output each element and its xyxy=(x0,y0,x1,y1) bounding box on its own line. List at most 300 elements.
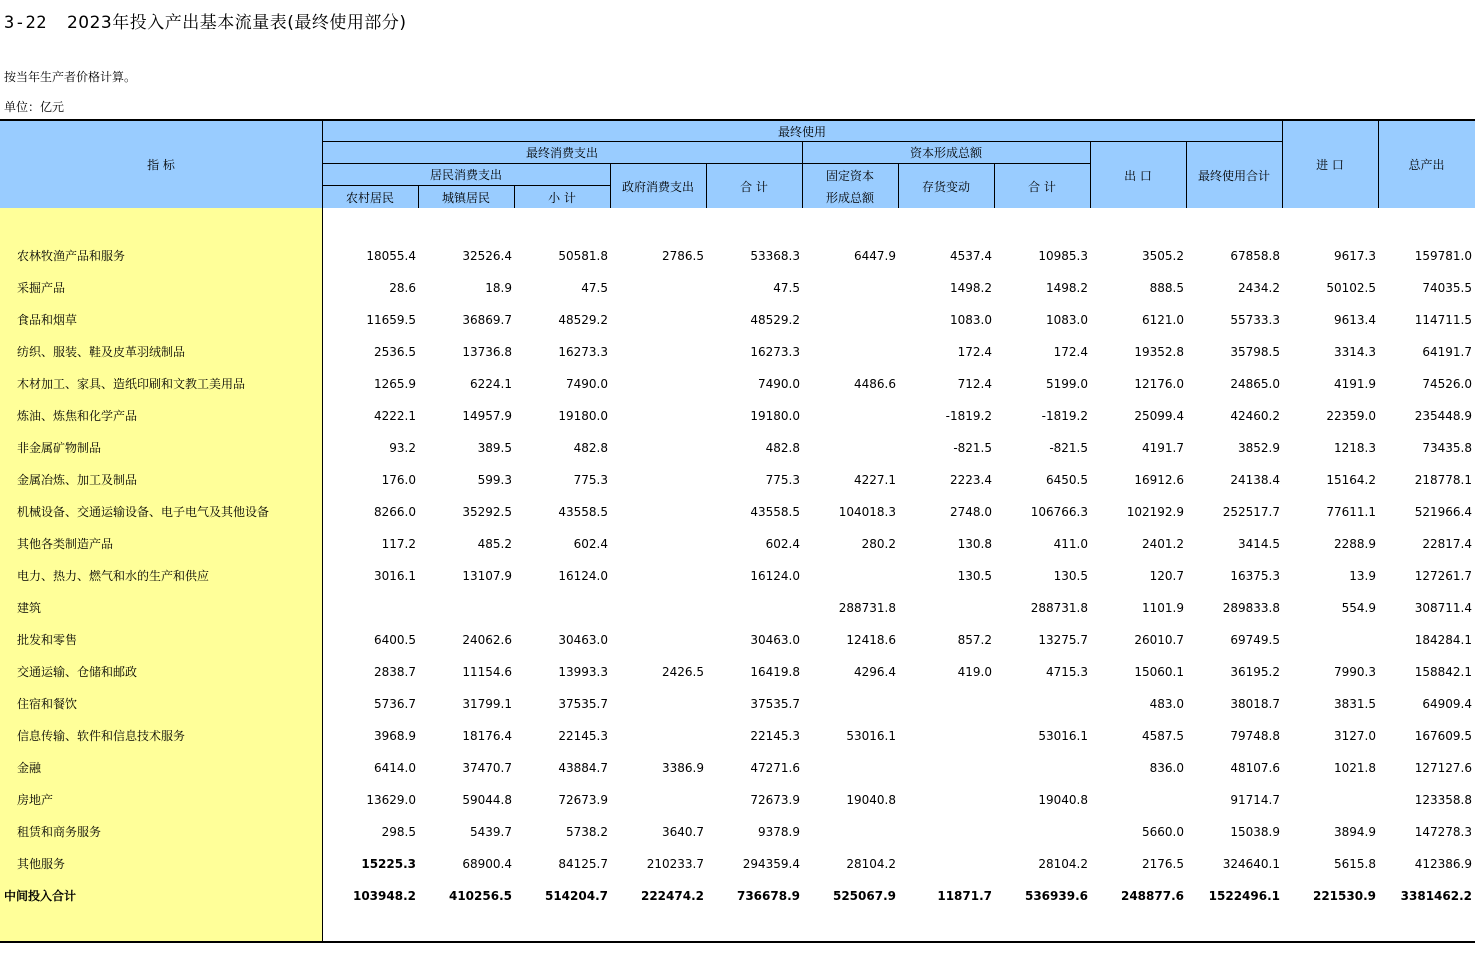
cell-consumption-total: 602.4 xyxy=(765,537,800,551)
table-row xyxy=(0,624,1475,656)
cell-total-output: 235448.9 xyxy=(1414,409,1472,423)
cell-rural: 6400.5 xyxy=(374,633,416,647)
cell-imports: 2288.9 xyxy=(1334,537,1376,551)
cell-imports: 3314.3 xyxy=(1334,345,1376,359)
cell-consumption-total: 482.8 xyxy=(765,441,800,455)
cell-urban: 14957.9 xyxy=(462,409,512,423)
cell-urban: 11154.6 xyxy=(462,665,512,679)
cell-exports: 15060.1 xyxy=(1134,665,1184,679)
cell-capital-total: 172.4 xyxy=(1053,345,1088,359)
cell-total-output: 127261.7 xyxy=(1414,569,1472,583)
cell-total-output: 412386.9 xyxy=(1414,857,1472,871)
cell-final-use-total: 1522496.1 xyxy=(1208,889,1280,903)
header-final-use-total: 最终使用合计 xyxy=(1197,168,1270,183)
cell-inventory: 130.8 xyxy=(957,537,992,551)
cell-government: 3386.9 xyxy=(662,761,704,775)
cell-imports xyxy=(1280,784,1376,816)
cell-fixed-capital: 19040.8 xyxy=(846,793,896,807)
row-label: 电力、热力、燃气和水的生产和供应 xyxy=(17,569,210,583)
cell-final-use-total: 2434.2 xyxy=(1238,281,1280,295)
cell-inventory: 4537.4 xyxy=(950,249,992,263)
cell-capital-total xyxy=(992,752,1088,784)
cell-government xyxy=(608,368,704,400)
cell-exports: 2176.5 xyxy=(1142,857,1184,871)
cell-exports xyxy=(1088,784,1184,816)
cell-fixed-capital: 4486.6 xyxy=(854,377,896,391)
cell-final-use-total: 67858.8 xyxy=(1230,249,1280,263)
cell-final-use-total: 24865.0 xyxy=(1230,377,1280,391)
table-row xyxy=(0,336,1475,368)
unit-note: 单位：亿元 xyxy=(4,100,65,114)
cell-fixed-capital xyxy=(800,336,896,368)
cell-final-use-total: 36195.2 xyxy=(1230,665,1280,679)
table-row xyxy=(0,432,1475,464)
row-label: 交通运输、仓储和邮政 xyxy=(17,665,138,679)
cell-fixed-capital: 12418.6 xyxy=(846,633,896,647)
table-row xyxy=(0,400,1475,432)
cell-fixed-capital: 4227.1 xyxy=(854,473,896,487)
cell-urban: 24062.6 xyxy=(462,633,512,647)
cell-capital-total: -1819.2 xyxy=(1041,409,1088,423)
cell-exports: 483.0 xyxy=(1149,697,1184,711)
cell-consumption-total: 16124.0 xyxy=(750,569,800,583)
cell-rural: 4222.1 xyxy=(374,409,416,423)
cell-total-output: 159781.0 xyxy=(1414,249,1472,263)
cell-inventory xyxy=(896,752,992,784)
cell-consumption-total: 19180.0 xyxy=(750,409,800,423)
cell-urban: 599.3 xyxy=(477,473,512,487)
cell-total-output: 308711.4 xyxy=(1414,601,1472,615)
cell-subtotal: 19180.0 xyxy=(558,409,608,423)
cell-urban: 59044.8 xyxy=(462,793,512,807)
table-row xyxy=(0,720,1475,752)
cell-fixed-capital xyxy=(800,560,896,592)
cell-urban: 31799.1 xyxy=(462,697,512,711)
table-row xyxy=(0,752,1475,784)
cell-rural: 5736.7 xyxy=(374,697,416,711)
cell-fixed-capital xyxy=(800,752,896,784)
cell-imports: 9617.3 xyxy=(1334,249,1376,263)
cell-total-output: 3381462.2 xyxy=(1400,889,1472,903)
cell-government xyxy=(608,464,704,496)
header-urban: 城镇居民 xyxy=(441,190,490,205)
row-label: 非金属矿物制品 xyxy=(17,441,102,455)
header-consumption-total: 合 计 xyxy=(740,179,768,194)
cell-final-use-total: 42460.2 xyxy=(1230,409,1280,423)
cell-subtotal xyxy=(512,592,608,624)
cell-capital-total: 411.0 xyxy=(1053,537,1088,551)
cell-final-use-total: 55733.3 xyxy=(1230,313,1280,327)
cell-rural: 28.6 xyxy=(389,281,416,295)
cell-rural: 18055.4 xyxy=(366,249,416,263)
cell-capital-total: 28104.2 xyxy=(1038,857,1088,871)
cell-inventory: -821.5 xyxy=(953,441,992,455)
cell-total-output: 167609.5 xyxy=(1414,729,1472,743)
cell-exports: 248877.6 xyxy=(1120,889,1184,903)
cell-rural: 8266.0 xyxy=(374,505,416,519)
cell-rural: 2838.7 xyxy=(374,665,416,679)
cell-consumption-total: 16273.3 xyxy=(750,345,800,359)
cell-imports: 9613.4 xyxy=(1334,313,1376,327)
cell-urban: 6224.1 xyxy=(470,377,512,391)
row-label: 农林牧渔产品和服务 xyxy=(17,249,126,263)
cell-consumption-total: 9378.9 xyxy=(758,825,800,839)
cell-government xyxy=(608,784,704,816)
cell-urban: 5439.7 xyxy=(470,825,512,839)
cell-inventory xyxy=(896,688,992,720)
cell-consumption-total: 775.3 xyxy=(765,473,800,487)
cell-rural: 2536.5 xyxy=(374,345,416,359)
cell-imports: 13.9 xyxy=(1349,569,1376,583)
cell-fixed-capital: 4296.4 xyxy=(854,665,896,679)
table-row xyxy=(0,784,1475,816)
cell-government: 2426.5 xyxy=(662,665,704,679)
cell-inventory: 712.4 xyxy=(957,377,992,391)
cell-consumption-total: 16419.8 xyxy=(750,665,800,679)
cell-capital-total xyxy=(992,816,1088,848)
cell-imports: 5615.8 xyxy=(1334,857,1376,871)
header-capital-total: 合 计 xyxy=(1028,179,1056,194)
cell-urban: 13107.9 xyxy=(462,569,512,583)
cell-final-use-total: 38018.7 xyxy=(1230,697,1280,711)
cell-urban: 37470.7 xyxy=(462,761,512,775)
cell-capital-total: 10985.3 xyxy=(1038,249,1088,263)
cell-imports: 1218.3 xyxy=(1334,441,1376,455)
cell-consumption-total: 37535.7 xyxy=(750,697,800,711)
cell-inventory: 11871.7 xyxy=(937,889,992,903)
cell-capital-total: 6450.5 xyxy=(1046,473,1088,487)
cell-capital-total: 130.5 xyxy=(1053,569,1088,583)
table-row xyxy=(0,304,1475,336)
cell-rural: 103948.2 xyxy=(352,889,416,903)
header-fixed-capital-line1: 固定资本 xyxy=(825,168,874,183)
cell-exports: 4191.7 xyxy=(1142,441,1184,455)
cell-consumption-total: 72673.9 xyxy=(750,793,800,807)
cell-total-output: 114711.5 xyxy=(1414,313,1472,327)
cell-total-output: 218778.1 xyxy=(1414,473,1472,487)
cell-government: 222474.2 xyxy=(640,889,704,903)
cell-inventory: 857.2 xyxy=(957,633,992,647)
cell-subtotal: 16124.0 xyxy=(558,569,608,583)
cell-inventory: 130.5 xyxy=(957,569,992,583)
cell-fixed-capital: 28104.2 xyxy=(846,857,896,871)
cell-consumption-total: 22145.3 xyxy=(750,729,800,743)
cell-exports: 888.5 xyxy=(1149,281,1184,295)
cell-government xyxy=(608,496,704,528)
cell-imports: 50102.5 xyxy=(1326,281,1376,295)
row-label: 食品和烟草 xyxy=(17,313,78,327)
cell-government xyxy=(608,688,704,720)
cell-urban: 32526.4 xyxy=(462,249,512,263)
cell-consumption-total: 7490.0 xyxy=(758,377,800,391)
cell-exports: 26010.7 xyxy=(1134,633,1184,647)
cell-final-use-total: 69749.5 xyxy=(1230,633,1280,647)
cell-government xyxy=(608,336,704,368)
cell-inventory xyxy=(896,720,992,752)
table-bottom-border xyxy=(0,941,1475,943)
cell-total-output: 127127.6 xyxy=(1414,761,1472,775)
cell-fixed-capital xyxy=(800,688,896,720)
cell-final-use-total: 91714.7 xyxy=(1230,793,1280,807)
cell-inventory: 1498.2 xyxy=(950,281,992,295)
cell-inventory: 2223.4 xyxy=(950,473,992,487)
cell-government xyxy=(608,528,704,560)
cell-government: 210233.7 xyxy=(646,857,704,871)
cell-exports: 25099.4 xyxy=(1134,409,1184,423)
row-label: 租赁和商务服务 xyxy=(17,825,102,839)
cell-capital-total: 5199.0 xyxy=(1046,377,1088,391)
cell-rural xyxy=(320,592,416,624)
cell-imports: 4191.9 xyxy=(1334,377,1376,391)
row-label: 金属冶炼、加工及制品 xyxy=(17,473,138,487)
cell-government: 3640.7 xyxy=(662,825,704,839)
cell-final-use-total: 24138.4 xyxy=(1230,473,1280,487)
cell-exports: 102192.9 xyxy=(1126,505,1184,519)
header-subtotal: 小 计 xyxy=(548,190,576,205)
cell-government xyxy=(608,304,704,336)
cell-rural: 15225.3 xyxy=(361,857,416,871)
cell-capital-total: 19040.8 xyxy=(1038,793,1088,807)
cell-imports xyxy=(1280,624,1376,656)
row-label: 金融 xyxy=(17,761,42,775)
header-final-consumption: 最终消费支出 xyxy=(525,146,598,160)
cell-final-use-total: 79748.8 xyxy=(1230,729,1280,743)
table-title: 2023年投入产出基本流量表(最终使用部分) xyxy=(66,13,407,33)
cell-fixed-capital: 6447.9 xyxy=(854,249,896,263)
cell-subtotal: 43884.7 xyxy=(558,761,608,775)
row-label: 住宿和餐饮 xyxy=(17,697,78,711)
cell-inventory: 2748.0 xyxy=(950,505,992,519)
cell-consumption-total: 736678.9 xyxy=(736,889,800,903)
cell-consumption-total: 48529.2 xyxy=(750,313,800,327)
cell-total-output: 521966.4 xyxy=(1414,505,1472,519)
cell-capital-total: 288731.8 xyxy=(1030,601,1088,615)
table-row xyxy=(0,656,1475,688)
cell-imports: 3894.9 xyxy=(1334,825,1376,839)
table-row xyxy=(0,240,1475,272)
row-label: 其他各类制造产品 xyxy=(17,537,114,551)
header-imports: 进 口 xyxy=(1316,158,1344,172)
cell-subtotal: 22145.3 xyxy=(558,729,608,743)
row-label: 木材加工、家具、造纸印刷和文教工美用品 xyxy=(17,377,246,391)
cell-fixed-capital xyxy=(800,400,896,432)
cell-rural: 3016.1 xyxy=(374,569,416,583)
table-total-row xyxy=(0,880,1475,912)
cell-subtotal: 602.4 xyxy=(573,537,608,551)
table-row xyxy=(0,592,1475,624)
row-label: 机械设备、交通运输设备、电子电气及其他设备 xyxy=(17,505,270,519)
table-row xyxy=(0,464,1475,496)
cell-capital-total: 1498.2 xyxy=(1046,281,1088,295)
table-row xyxy=(0,688,1475,720)
row-label: 建筑 xyxy=(17,601,42,615)
cell-exports: 12176.0 xyxy=(1134,377,1184,391)
cell-imports: 7990.3 xyxy=(1334,665,1376,679)
cell-final-use-total: 289833.8 xyxy=(1222,601,1280,615)
cell-subtotal: 5738.2 xyxy=(566,825,608,839)
cell-imports: 554.9 xyxy=(1341,601,1376,615)
cell-exports: 19352.8 xyxy=(1134,345,1184,359)
table-row xyxy=(0,848,1475,880)
cell-capital-total: 13275.7 xyxy=(1038,633,1088,647)
cell-fixed-capital: 104018.3 xyxy=(838,505,896,519)
row-label: 信息传输、软件和信息技术服务 xyxy=(17,729,186,743)
header-gross-capital: 资本形成总额 xyxy=(909,146,982,160)
cell-rural: 117.2 xyxy=(381,537,416,551)
table-header xyxy=(0,119,1475,208)
cell-imports: 15164.2 xyxy=(1326,473,1376,487)
table-row xyxy=(0,816,1475,848)
cell-urban xyxy=(416,592,512,624)
cell-capital-total: 4715.3 xyxy=(1046,665,1088,679)
cell-final-use-total: 16375.3 xyxy=(1230,569,1280,583)
cell-subtotal: 43558.5 xyxy=(558,505,608,519)
cell-total-output: 123358.8 xyxy=(1414,793,1472,807)
cell-consumption-total: 53368.3 xyxy=(750,249,800,263)
cell-imports: 3127.0 xyxy=(1334,729,1376,743)
header-fixed-capital-line2: 形成总额 xyxy=(825,190,874,205)
header-exports: 出 口 xyxy=(1124,168,1152,183)
cell-subtotal: 48529.2 xyxy=(558,313,608,327)
cell-subtotal: 482.8 xyxy=(573,441,608,455)
cell-final-use-total: 35798.5 xyxy=(1230,345,1280,359)
cell-inventory xyxy=(896,784,992,816)
row-label: 批发和零售 xyxy=(17,633,78,647)
page-title xyxy=(4,8,406,33)
cell-final-use-total: 3852.9 xyxy=(1238,441,1280,455)
cell-exports: 5660.0 xyxy=(1142,825,1184,839)
cell-inventory xyxy=(896,848,992,880)
cell-rural: 13629.0 xyxy=(366,793,416,807)
cell-rural: 1265.9 xyxy=(374,377,416,391)
cell-consumption-total: 294359.4 xyxy=(742,857,800,871)
cell-total-output: 22817.4 xyxy=(1422,537,1472,551)
cell-capital-total: 536939.6 xyxy=(1024,889,1088,903)
cell-exports: 1101.9 xyxy=(1142,601,1184,615)
cell-final-use-total: 3414.5 xyxy=(1238,537,1280,551)
cell-government xyxy=(608,720,704,752)
cell-consumption-total: 47271.6 xyxy=(750,761,800,775)
cell-urban: 68900.4 xyxy=(462,857,512,871)
row-label: 中间投入合计 xyxy=(4,889,77,903)
cell-urban: 36869.7 xyxy=(462,313,512,327)
cell-subtotal: 84125.7 xyxy=(558,857,608,871)
cell-exports: 16912.6 xyxy=(1134,473,1184,487)
cell-urban: 18176.4 xyxy=(462,729,512,743)
cell-rural: 3968.9 xyxy=(374,729,416,743)
cell-subtotal: 7490.0 xyxy=(566,377,608,391)
cell-subtotal: 47.5 xyxy=(581,281,608,295)
row-label: 其他服务 xyxy=(17,857,66,871)
cell-exports: 2401.2 xyxy=(1142,537,1184,551)
table-row xyxy=(0,368,1475,400)
header-indicator: 指 标 xyxy=(147,158,175,172)
cell-exports: 836.0 xyxy=(1149,761,1184,775)
cell-fixed-capital: 525067.9 xyxy=(832,889,896,903)
cell-urban: 485.2 xyxy=(477,537,512,551)
cell-inventory xyxy=(896,816,992,848)
cell-subtotal: 72673.9 xyxy=(558,793,608,807)
cell-subtotal: 13993.3 xyxy=(558,665,608,679)
cell-exports: 3505.2 xyxy=(1142,249,1184,263)
cell-rural: 176.0 xyxy=(381,473,416,487)
cell-capital-total: 53016.1 xyxy=(1038,729,1088,743)
table-row xyxy=(0,496,1475,528)
cell-urban: 13736.8 xyxy=(462,345,512,359)
cell-imports: 1021.8 xyxy=(1334,761,1376,775)
cell-government xyxy=(608,624,704,656)
cell-consumption-total xyxy=(704,592,800,624)
cell-rural: 11659.5 xyxy=(366,313,416,327)
cell-exports: 6121.0 xyxy=(1142,313,1184,327)
row-label: 炼油、炼焦和化学产品 xyxy=(17,409,138,423)
cell-fixed-capital: 288731.8 xyxy=(838,601,896,615)
cell-subtotal: 37535.7 xyxy=(558,697,608,711)
row-label: 纺织、服装、鞋及皮革羽绒制品 xyxy=(17,345,186,359)
cell-final-use-total: 252517.7 xyxy=(1222,505,1280,519)
cell-subtotal: 514204.7 xyxy=(544,889,608,903)
cell-government xyxy=(608,592,704,624)
cell-total-output: 64191.7 xyxy=(1422,345,1472,359)
cell-urban: 410256.5 xyxy=(448,889,512,903)
cell-capital-total: 1083.0 xyxy=(1046,313,1088,327)
row-label: 房地产 xyxy=(17,793,54,807)
cell-rural: 93.2 xyxy=(389,441,416,455)
price-basis-note: 按当年生产者价格计算。 xyxy=(4,70,137,84)
cell-subtotal: 16273.3 xyxy=(558,345,608,359)
cell-subtotal: 30463.0 xyxy=(558,633,608,647)
cell-urban: 389.5 xyxy=(477,441,512,455)
cell-capital-total: -821.5 xyxy=(1049,441,1088,455)
cell-total-output: 74526.0 xyxy=(1422,377,1472,391)
cell-total-output: 73435.8 xyxy=(1422,441,1472,455)
table-number: 3-22 xyxy=(4,13,47,33)
table-row xyxy=(0,560,1475,592)
cell-exports: 4587.5 xyxy=(1142,729,1184,743)
cell-capital-total xyxy=(992,688,1088,720)
cell-total-output: 147278.3 xyxy=(1414,825,1472,839)
header-rural: 农村居民 xyxy=(345,190,394,205)
header-government: 政府消费支出 xyxy=(621,179,694,194)
cell-fixed-capital: 280.2 xyxy=(861,537,896,551)
cell-total-output: 74035.5 xyxy=(1422,281,1472,295)
cell-subtotal: 775.3 xyxy=(573,473,608,487)
cell-consumption-total: 43558.5 xyxy=(750,505,800,519)
cell-rural: 298.5 xyxy=(381,825,416,839)
cell-total-output: 158842.1 xyxy=(1414,665,1472,679)
cell-government xyxy=(608,400,704,432)
cell-imports: 221530.9 xyxy=(1312,889,1376,903)
header-final-use: 最终使用 xyxy=(777,124,826,139)
cell-total-output: 64909.4 xyxy=(1422,697,1472,711)
row-label: 采掘产品 xyxy=(17,281,66,295)
cell-final-use-total: 324640.1 xyxy=(1222,857,1280,871)
table-row xyxy=(0,272,1475,304)
cell-inventory: 1083.0 xyxy=(950,313,992,327)
cell-imports: 22359.0 xyxy=(1326,409,1376,423)
cell-government xyxy=(608,272,704,304)
cell-fixed-capital xyxy=(800,816,896,848)
cell-imports: 77611.1 xyxy=(1326,505,1376,519)
cell-government: 2786.5 xyxy=(662,249,704,263)
cell-fixed-capital: 53016.1 xyxy=(846,729,896,743)
cell-fixed-capital xyxy=(800,304,896,336)
header-inventory: 存货变动 xyxy=(921,179,970,194)
table-row xyxy=(0,528,1475,560)
cell-government xyxy=(608,560,704,592)
cell-final-use-total: 15038.9 xyxy=(1230,825,1280,839)
cell-capital-total: 106766.3 xyxy=(1030,505,1088,519)
